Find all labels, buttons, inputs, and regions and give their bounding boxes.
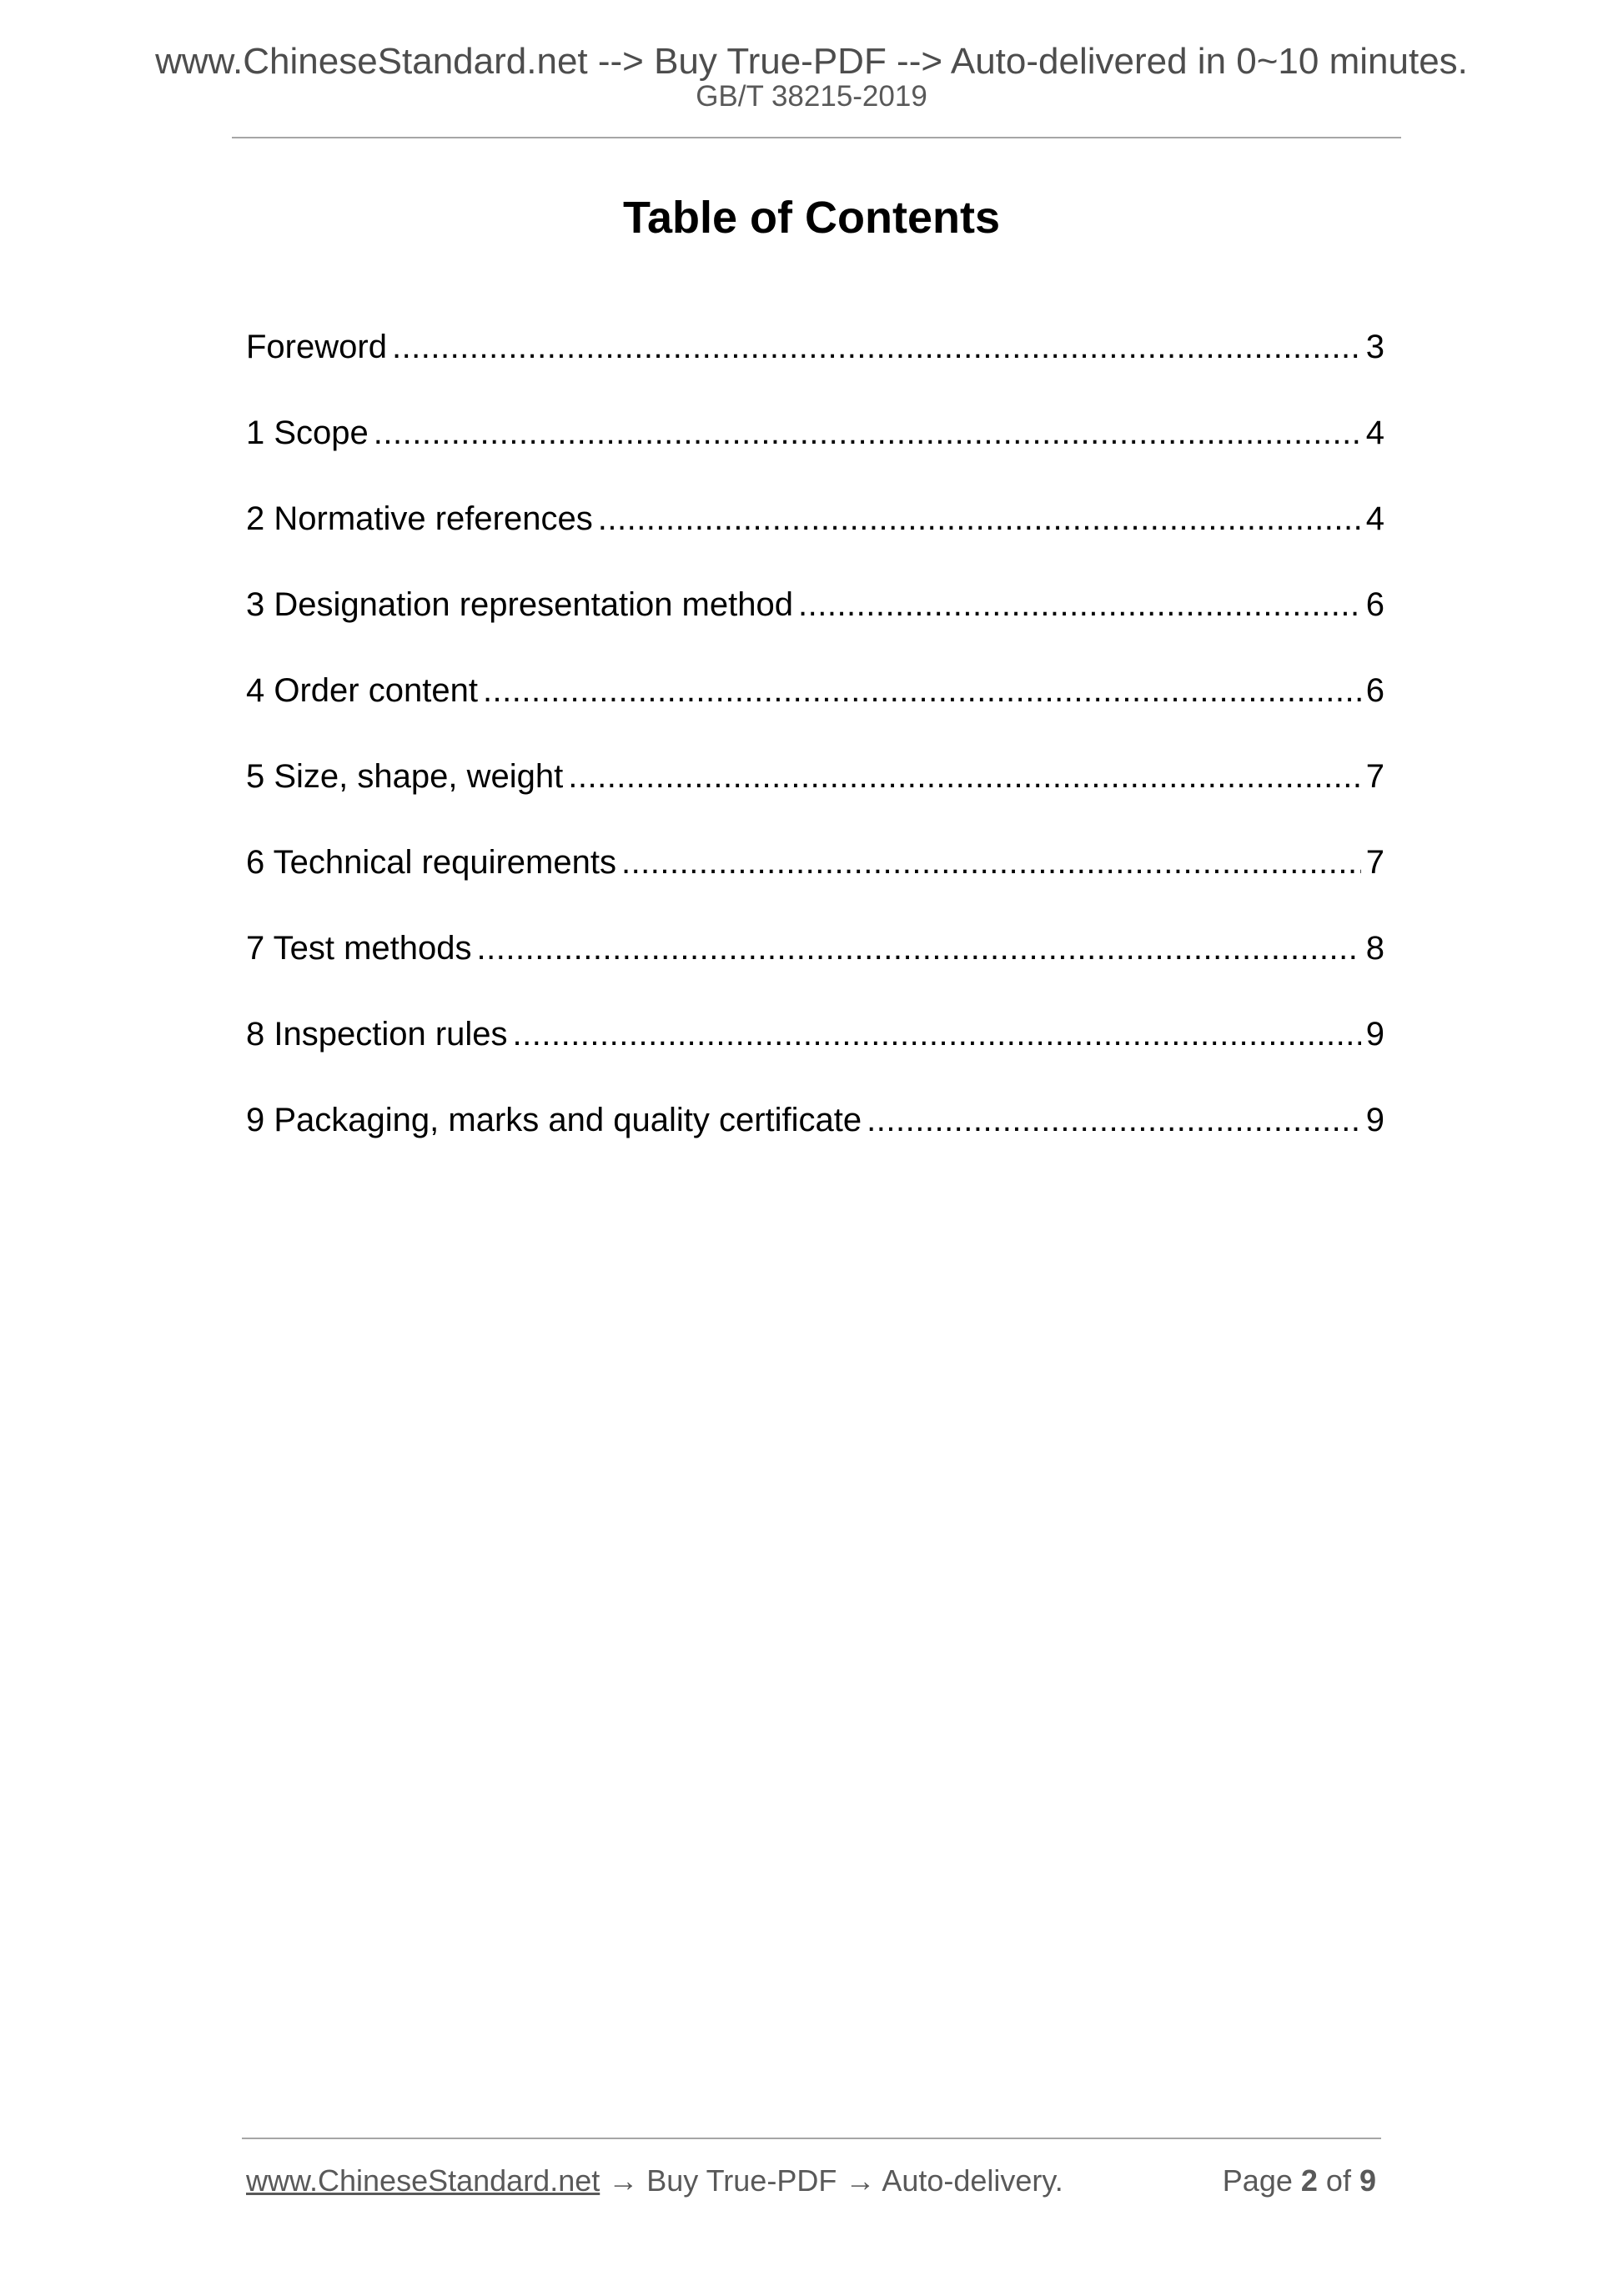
toc-dot-leader bbox=[867, 1093, 1361, 1147]
toc-entry-page: 7 bbox=[1365, 758, 1384, 795]
toc-entry-label: Foreword bbox=[246, 329, 387, 365]
footer-tagline: → Buy True-PDF → Auto-delivery. bbox=[600, 2163, 1063, 2198]
toc-entry-test-methods[interactable] bbox=[246, 922, 1384, 1007]
top-banner: www.ChineseStandard.net --> Buy True-PDF --> Auto-delivered in 0~10 minutes. bbox=[155, 41, 1468, 82]
toc-dot-leader bbox=[598, 492, 1361, 545]
toc-list bbox=[246, 320, 1384, 1179]
header-divider bbox=[232, 137, 1401, 138]
toc-entry-size-shape-weight[interactable] bbox=[246, 750, 1384, 836]
total-pages-number: 9 bbox=[1359, 2163, 1376, 2198]
toc-entry-page: 6 bbox=[1365, 672, 1384, 709]
standard-code: GB/T 38215-2019 bbox=[696, 80, 927, 113]
toc-entry-label: 3 Designation representation method bbox=[246, 586, 793, 623]
toc-dot-leader bbox=[513, 1007, 1361, 1061]
toc-entry-foreword[interactable] bbox=[246, 320, 1384, 406]
toc-entry-label: 7 Test methods bbox=[246, 930, 472, 967]
toc-entry-page: 9 bbox=[1365, 1016, 1384, 1053]
current-page-number: 2 bbox=[1300, 2163, 1318, 2198]
toc-entry-label: 2 Normative references bbox=[246, 500, 593, 537]
toc-dot-leader bbox=[392, 320, 1361, 374]
toc-entry-inspection-rules[interactable] bbox=[246, 1007, 1384, 1093]
toc-entry-label: 1 Scope bbox=[246, 414, 369, 451]
page-footer bbox=[246, 2160, 1384, 2202]
toc-entry-label: 9 Packaging, marks and quality certificate bbox=[246, 1102, 862, 1138]
toc-entry-label: 5 Size, shape, weight bbox=[246, 758, 564, 795]
toc-entry-label: 8 Inspection rules bbox=[246, 1016, 508, 1053]
toc-dot-leader bbox=[568, 750, 1361, 803]
toc-entry-page: 9 bbox=[1365, 1102, 1384, 1138]
toc-dot-leader bbox=[374, 406, 1361, 460]
toc-entry-order-content[interactable] bbox=[246, 664, 1384, 750]
toc-entry-normative-references[interactable] bbox=[246, 492, 1384, 578]
toc-entry-packaging-marks-quality-certificate[interactable] bbox=[246, 1093, 1384, 1179]
footer-left bbox=[246, 2160, 1063, 2202]
toc-entry-page: 8 bbox=[1365, 930, 1384, 967]
toc-dot-leader bbox=[477, 922, 1361, 975]
toc-dot-leader bbox=[798, 578, 1361, 631]
toc-entry-designation-representation-method[interactable] bbox=[246, 578, 1384, 664]
toc-dot-leader bbox=[621, 836, 1361, 889]
page-indicator bbox=[1223, 2160, 1376, 2202]
toc-entry-technical-requirements[interactable] bbox=[246, 836, 1384, 922]
toc-entry-label: 6 Technical requirements bbox=[246, 844, 616, 881]
toc-entry-scope[interactable] bbox=[246, 406, 1384, 492]
toc-entry-page: 4 bbox=[1365, 500, 1384, 537]
toc-title: Table of Contents bbox=[623, 193, 1000, 243]
page-word: Page bbox=[1222, 2163, 1293, 2198]
toc-entry-page: 3 bbox=[1365, 329, 1384, 365]
footer-divider bbox=[242, 2138, 1381, 2139]
of-word: of bbox=[1325, 2163, 1351, 2198]
toc-entry-page: 4 bbox=[1365, 414, 1384, 451]
footer-site-link[interactable]: www.ChineseStandard.net bbox=[246, 2163, 600, 2198]
toc-entry-page: 7 bbox=[1365, 844, 1384, 881]
toc-dot-leader bbox=[483, 664, 1361, 717]
toc-entry-label: 4 Order content bbox=[246, 672, 478, 709]
toc-entry-page: 6 bbox=[1365, 586, 1384, 623]
